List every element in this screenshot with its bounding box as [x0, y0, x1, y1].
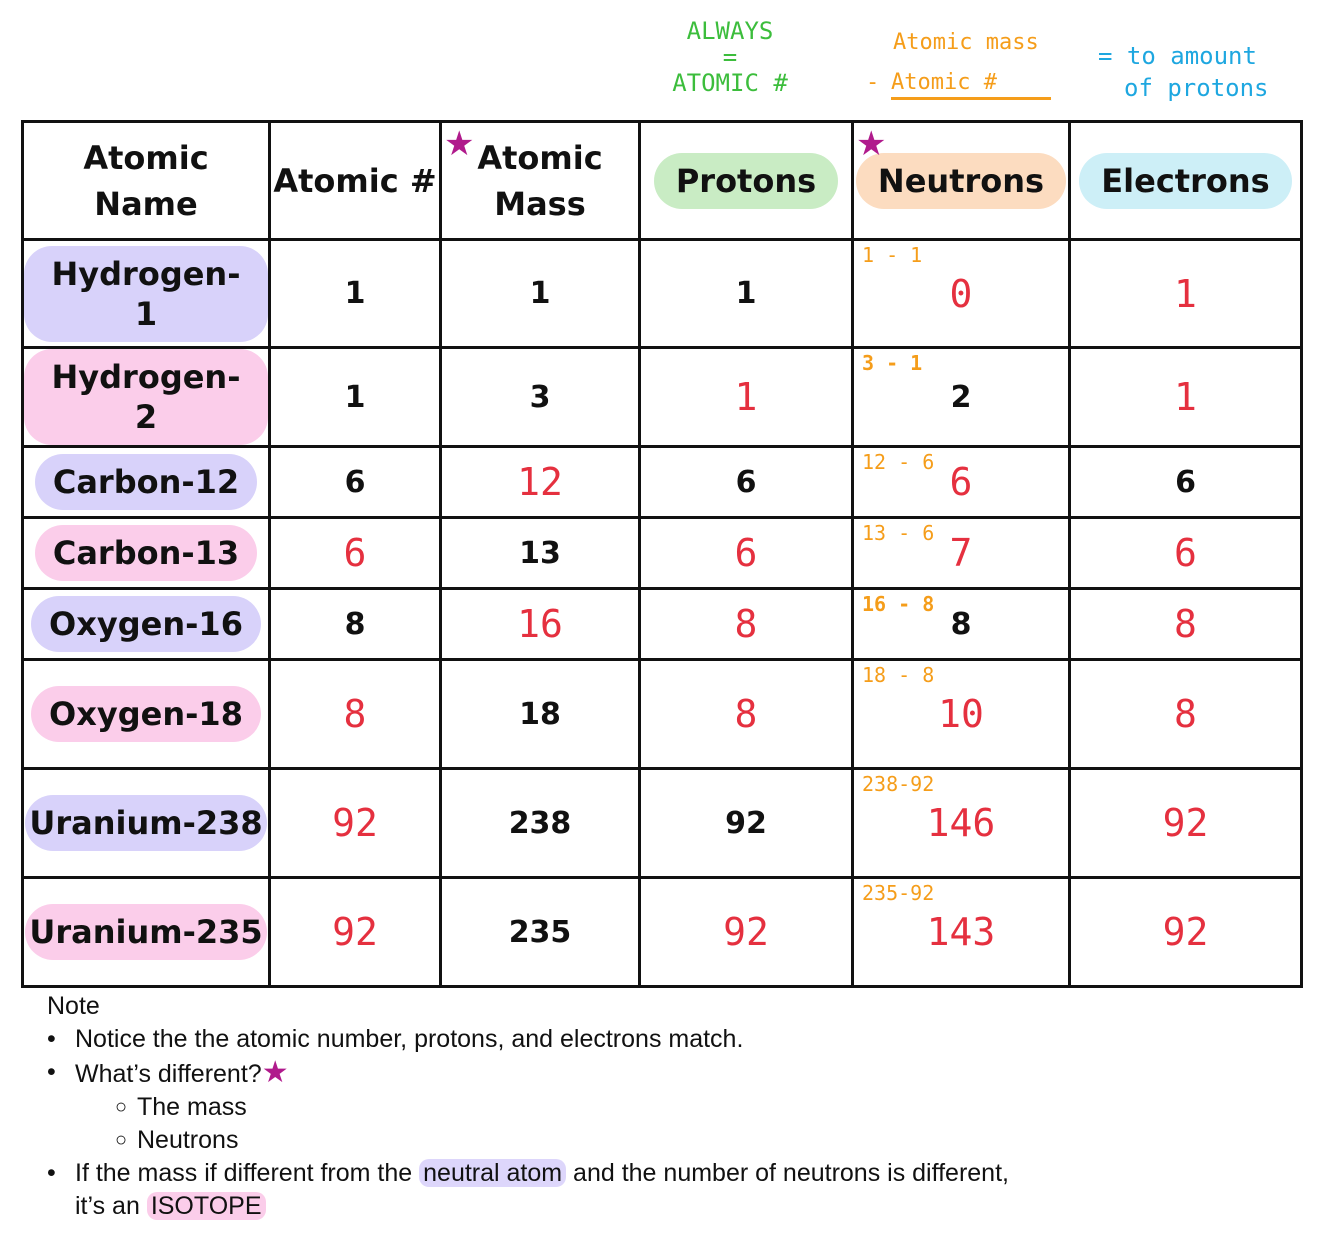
- element-name: Carbon-13: [35, 525, 257, 581]
- protons-cell: 1: [640, 240, 853, 348]
- atomic-mass-cell: 18: [441, 660, 640, 769]
- atomic-mass-cell: 238: [441, 769, 640, 878]
- note-text: If the mass if different from the: [75, 1159, 420, 1187]
- element-name-cell: [23, 240, 270, 348]
- protons-cell: 8: [640, 589, 853, 660]
- neutron-value: 2: [950, 379, 972, 415]
- minus-sign: -: [866, 70, 880, 95]
- always-annotation: [660, 16, 800, 98]
- neutron-value: 10: [938, 692, 984, 736]
- star-icon: ★: [856, 124, 887, 164]
- atomic-mass-cell: 13: [441, 518, 640, 589]
- always-text: ALWAYS: [686, 17, 774, 45]
- table-row: [23, 589, 1302, 660]
- element-name: Carbon-12: [35, 454, 257, 510]
- electrons-cell: 1: [1070, 240, 1302, 348]
- atomic-number-annotation-text: ATOMIC #: [672, 69, 788, 97]
- protons-cell: 6: [640, 518, 853, 589]
- electrons-cell: 6: [1070, 518, 1302, 589]
- note-text: and the number of neutrons is different,: [566, 1159, 1009, 1187]
- atomic-number-cell: 8: [270, 589, 441, 660]
- table-row: [23, 660, 1302, 769]
- protons-cell: 92: [640, 769, 853, 878]
- note-text: What’s different?: [75, 1060, 262, 1088]
- element-name-cell: [23, 447, 270, 518]
- equals-text: =: [722, 43, 738, 71]
- electrons-cell: 8: [1070, 660, 1302, 769]
- element-name: Hydrogen-1: [24, 246, 268, 342]
- bullet: •: [47, 1058, 56, 1086]
- header-name-line1: Atomic: [83, 138, 209, 177]
- protons-cell: 8: [640, 660, 853, 769]
- neutron-calc: 16 - 8: [862, 592, 935, 616]
- atomic-number-cell: 1: [270, 240, 441, 348]
- neutron-calc: 13 - 6: [862, 521, 935, 545]
- electrons-cell: 6: [1070, 447, 1302, 518]
- table-row: [23, 769, 1302, 878]
- table-row: [23, 240, 1302, 348]
- atomic-number-cell: 92: [270, 769, 441, 878]
- neutron-value: 146: [926, 801, 996, 845]
- header-name-line2: Name: [94, 184, 198, 223]
- atomic-number-cell: 92: [270, 878, 441, 987]
- isotope-table: [21, 120, 1303, 988]
- note-item-continued: [47, 1190, 1009, 1223]
- table-row: [23, 878, 1302, 987]
- atomic-mass-cell: 1: [441, 240, 640, 348]
- atomic-number-cell: 6: [270, 447, 441, 518]
- neutron-calc: 238-92: [862, 772, 935, 796]
- atomic-mass-cell: 16: [441, 589, 640, 660]
- sub-bullet: ○: [115, 1129, 128, 1151]
- neutrons-cell: [853, 447, 1070, 518]
- protons-pill: Protons: [654, 153, 838, 209]
- bullet: •: [47, 1025, 56, 1053]
- atomic-number-cell: 1: [270, 348, 441, 447]
- neutron-value: 7: [949, 531, 973, 575]
- protons-annotation-line2: of protons: [1124, 74, 1269, 102]
- note-item: [47, 1056, 1009, 1091]
- neutron-value: 143: [926, 910, 996, 954]
- note-item: [47, 1157, 1009, 1190]
- neutron-calc: 18 - 8: [862, 663, 935, 687]
- atomic-mass-annotation: Atomic mass: [893, 30, 1039, 55]
- atomic-number-cell: 6: [270, 518, 441, 589]
- element-name-cell: [23, 878, 270, 987]
- star-icon: ★: [261, 1056, 289, 1089]
- note-item: [47, 1023, 1009, 1056]
- bullet: •: [47, 1159, 56, 1187]
- neutron-value: 8: [950, 606, 972, 642]
- neutrons-cell: [853, 769, 1070, 878]
- atomic-mass-cell: 3: [441, 348, 640, 447]
- element-name: Oxygen-16: [31, 596, 261, 652]
- header-atomic-name: [23, 122, 270, 240]
- element-name: Hydrogen-2: [24, 349, 268, 445]
- element-name-cell: [23, 348, 270, 447]
- atomic-mass-cell: 235: [441, 878, 640, 987]
- neutrons-cell: [853, 878, 1070, 987]
- electrons-cell: 92: [1070, 769, 1302, 878]
- neutrons-pill: Neutrons: [856, 153, 1066, 209]
- neutron-calc: 12 - 6: [862, 450, 935, 474]
- electrons-cell: 8: [1070, 589, 1302, 660]
- atomic-number-cell: 8: [270, 660, 441, 769]
- minus-atomic-annotation: Atomic #: [891, 70, 1051, 100]
- element-name: Uranium-238: [25, 795, 266, 851]
- table-row: [23, 348, 1302, 447]
- atomic-mass-cell: 12: [441, 447, 640, 518]
- header-neutrons: [853, 122, 1070, 240]
- header-atomic-number-label: Atomic #: [273, 161, 437, 200]
- note-sub-item: [47, 1091, 1009, 1124]
- neutrons-cell: [853, 660, 1070, 769]
- note-sub-text: The mass: [137, 1093, 247, 1121]
- electrons-cell: 1: [1070, 348, 1302, 447]
- note-text: Notice the the atomic number, protons, and electrons match.: [75, 1025, 744, 1053]
- protons-cell: 92: [640, 878, 853, 987]
- protons-cell: 1: [640, 348, 853, 447]
- element-name-cell: [23, 769, 270, 878]
- header-mass-line2: Mass: [494, 184, 586, 223]
- neutrons-cell: [853, 589, 1070, 660]
- isotope-highlight: ISOTOPE: [147, 1192, 266, 1220]
- header-row: [23, 122, 1302, 240]
- header-atomic-mass: [441, 122, 640, 240]
- header-mass-line1: Atomic: [477, 138, 603, 177]
- protons-cell: 6: [640, 447, 853, 518]
- table-row: [23, 518, 1302, 589]
- electrons-pill: Electrons: [1079, 153, 1291, 209]
- table-row: [23, 447, 1302, 518]
- header-atomic-number: [270, 122, 441, 240]
- neutron-value: 6: [949, 460, 973, 504]
- element-name-cell: [23, 589, 270, 660]
- element-name: Uranium-235: [25, 904, 266, 960]
- notes-title: Note: [47, 992, 100, 1020]
- neutrons-cell: [853, 518, 1070, 589]
- neutral-atom-highlight: neutral atom: [419, 1159, 566, 1187]
- neutron-calc: 1 - 1: [862, 243, 923, 267]
- header-electrons: [1070, 122, 1302, 240]
- element-name-cell: [23, 660, 270, 769]
- element-name-cell: [23, 518, 270, 589]
- electrons-cell: 92: [1070, 878, 1302, 987]
- neutron-calc: 235-92: [862, 881, 935, 905]
- neutron-calc: 3 - 1: [862, 351, 923, 375]
- star-icon: ★: [444, 124, 475, 164]
- note-text: it’s an: [75, 1192, 147, 1220]
- note-sub-text: Neutrons: [137, 1126, 239, 1154]
- notes-section: [47, 990, 1009, 1223]
- neutrons-cell: [853, 240, 1070, 348]
- protons-annotation-line1: = to amount: [1098, 42, 1257, 70]
- element-name: Oxygen-18: [31, 686, 261, 742]
- note-sub-item: [47, 1124, 1009, 1157]
- neutrons-cell: [853, 348, 1070, 447]
- neutron-value: 0: [949, 271, 973, 316]
- sub-bullet: ○: [115, 1096, 128, 1118]
- header-protons: [640, 122, 853, 240]
- protons-annotation: [1098, 40, 1298, 104]
